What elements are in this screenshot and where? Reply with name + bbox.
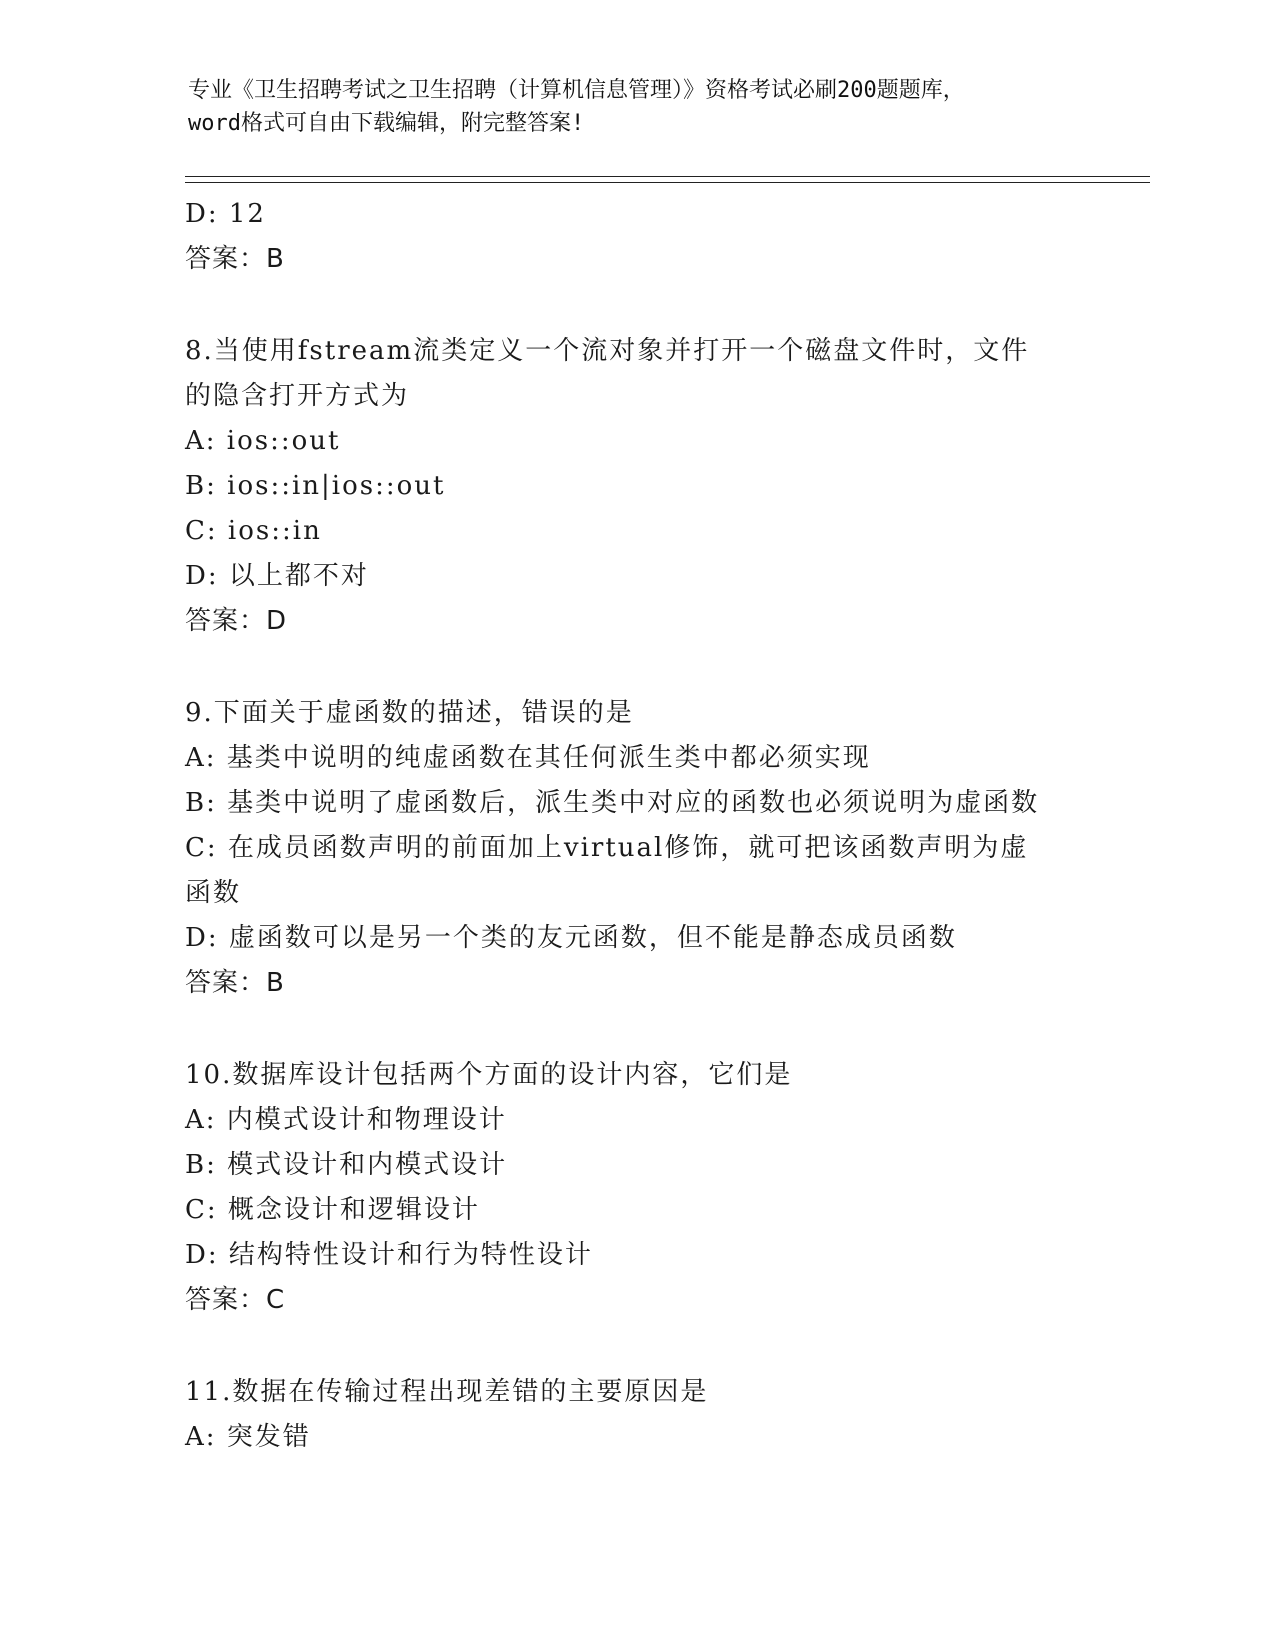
option-line: C: 在成员函数声明的前面加上virtual修饰，就可把该函数声明为虚 — [185, 833, 1029, 863]
option-line-continued: 函数 — [185, 878, 242, 908]
document-header — [188, 74, 1088, 140]
question-stem-continued: 的隐含打开方式为 — [185, 381, 410, 411]
option-line: B: ios::in|ios::out — [185, 471, 446, 501]
question-block — [185, 192, 1085, 282]
option-line: D: 结构特性设计和行为特性设计 — [185, 1240, 593, 1270]
question-stem: 10.数据库设计包括两个方面的设计内容，它们是 — [185, 1060, 793, 1090]
option-line: A: 突发错 — [185, 1422, 311, 1452]
option-line: B: 基类中说明了虚函数后，派生类中对应的函数也必须说明为虚函数 — [185, 788, 1040, 818]
option-line: D: 以上都不对 — [185, 561, 369, 591]
header-line-1: 专业《卫生招聘考试之卫生招聘（计算机信息管理）》资格考试必刷200题题库， — [188, 78, 965, 103]
header-line-2: word格式可自由下载编辑，附完整答案! — [188, 111, 585, 136]
question-stem: 11.数据在传输过程出现差错的主要原因是 — [185, 1377, 709, 1407]
question-list — [185, 192, 1085, 1460]
header-rule-bottom — [185, 182, 1150, 183]
option-line: D: 12 — [185, 199, 266, 229]
option-line: C: 概念设计和逻辑设计 — [185, 1195, 480, 1225]
option-line: B: 模式设计和内模式设计 — [185, 1150, 508, 1180]
question-block — [185, 1053, 1085, 1323]
question-block — [185, 691, 1085, 1006]
question-block — [185, 1370, 1085, 1460]
answer-line: 答案：D — [185, 606, 288, 636]
option-line: D: 虚函数可以是另一个类的友元函数，但不能是静态成员函数 — [185, 923, 957, 953]
question-stem: 9.下面关于虚函数的描述，错误的是 — [185, 698, 634, 728]
question-block — [185, 329, 1085, 644]
option-line: A: 内模式设计和物理设计 — [185, 1105, 507, 1135]
answer-line: 答案：C — [185, 1285, 286, 1315]
option-line: A: 基类中说明的纯虚函数在其任何派生类中都必须实现 — [185, 743, 871, 773]
option-line: C: ios::in — [185, 516, 322, 546]
question-stem: 8.当使用fstream流类定义一个流对象并打开一个磁盘文件时，文件 — [185, 336, 1030, 366]
option-line: A: ios::out — [185, 426, 341, 456]
answer-line: 答案：B — [185, 244, 285, 274]
header-rule-top — [185, 176, 1150, 177]
answer-line: 答案：B — [185, 968, 285, 998]
